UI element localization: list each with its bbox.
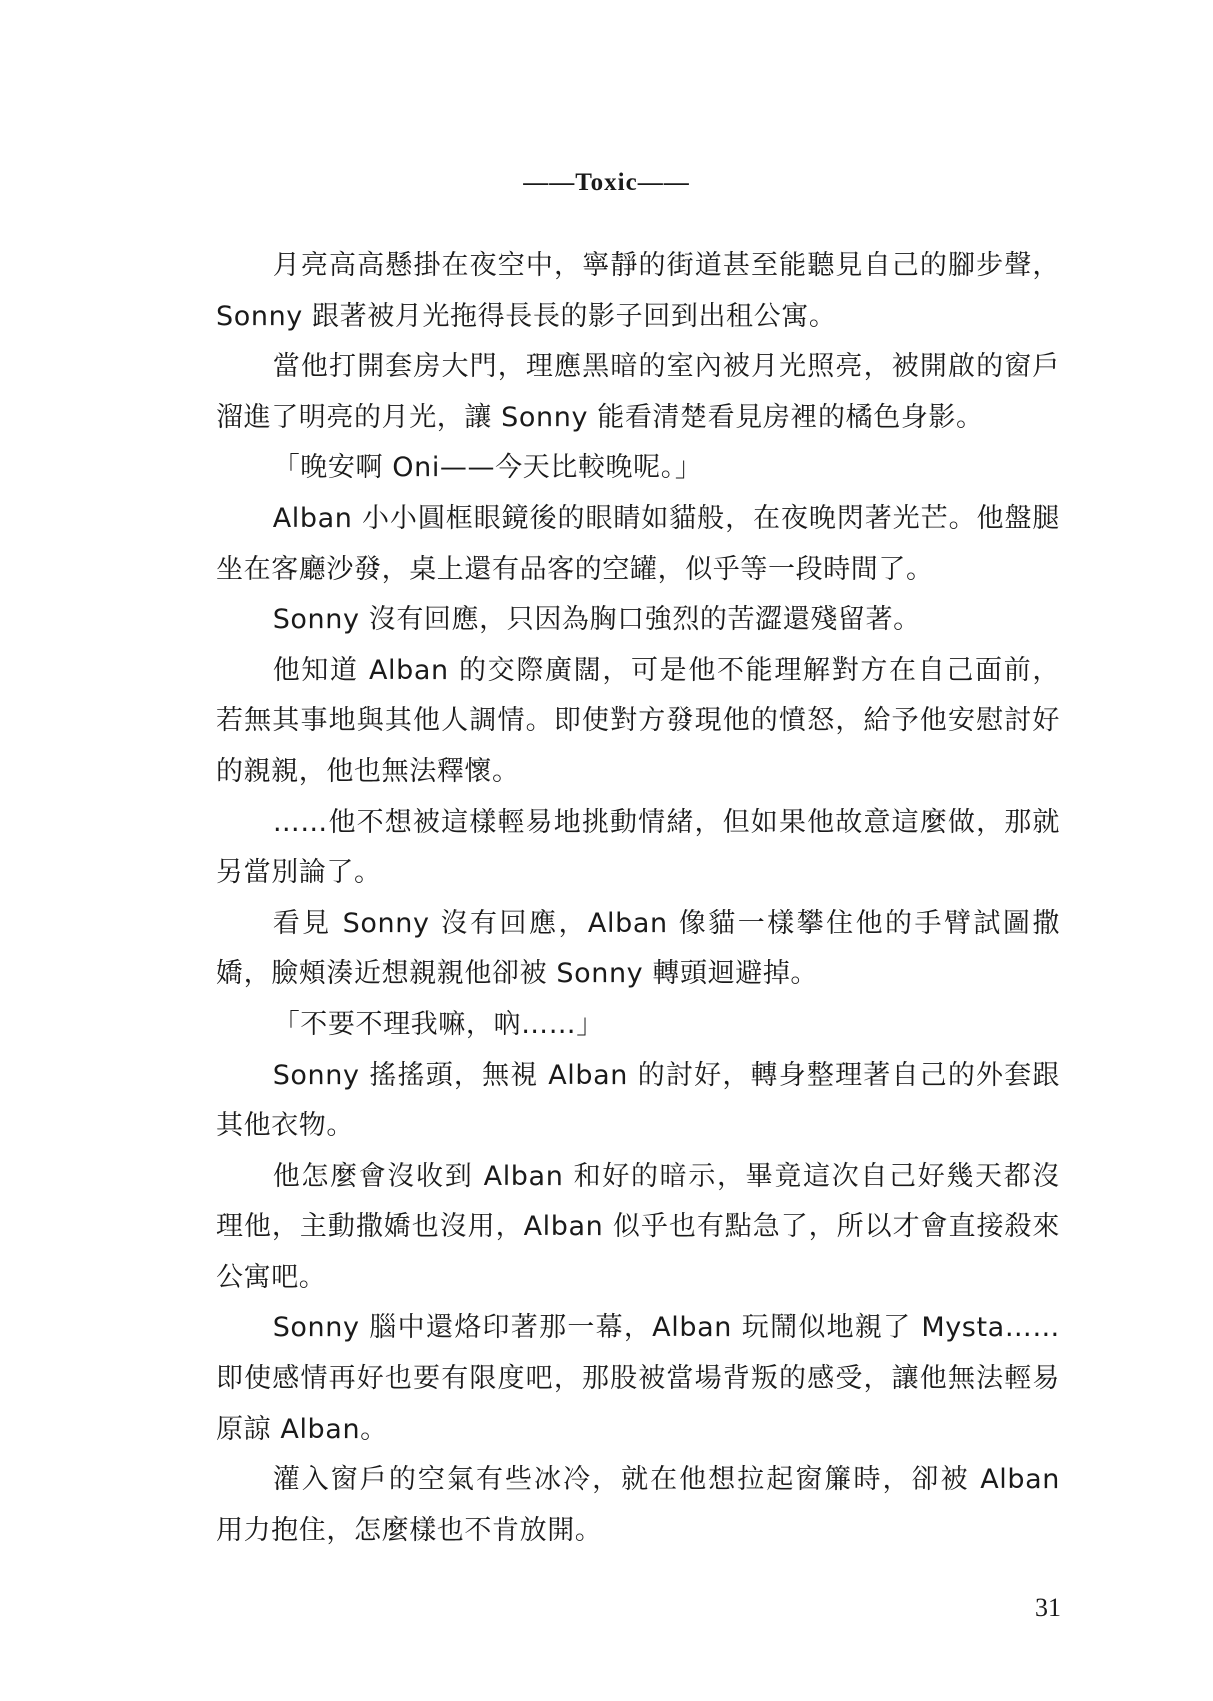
paragraph: 「不要不理我嘛，吶……」	[272, 1008, 604, 1040]
paragraph: 當他打開套房大門，理應黑暗的室內被月光照亮，被開啟的窗戶溜進了明亮的月光，讓 Sonny 能看清楚看見房裡的橘色身影。	[216, 351, 1060, 433]
paragraph: Sonny 沒有回應，只因為胸口強烈的苦澀還殘留著。	[272, 604, 921, 636]
chapter-body	[216, 241, 1060, 1556]
paragraph: 看見 Sonny 沒有回應，Alban 像貓一樣攀住他的手臂試圖撒嬌，臉頰湊近想親親他卻被 Sonny 轉頭迴避掉。	[216, 907, 1060, 990]
paragraph: 灌入窗戶的空氣有些冰冷，就在他想拉起窗簾時，卻被 Alban 用力抱住，怎麼樣也不肯放開。	[216, 1464, 1060, 1546]
paragraph: Alban 小小圓框眼鏡後的眼睛如貓般，在夜晚閃著光芒。他盤腿坐在客廳沙發，桌上還有品客的空罐，似乎等一段時間了。	[216, 502, 1060, 585]
paragraph: 他怎麼會沒收到 Alban 和好的暗示，畢竟這次自己好幾天都沒理他，主動撒嬌也沒用，Alban 似乎也有點急了，所以才會直接殺來公寓吧。	[216, 1160, 1060, 1293]
paragraph: Sonny 搖搖頭，無視 Alban 的討好，轉身整理著自己的外套跟其他衣物。	[216, 1059, 1060, 1142]
paragraph: 他知道 Alban 的交際廣闊，可是他不能理解對方在自己面前，若無其事地與其他人調情。即使對方發現他的憤怒，給予他安慰討好的親親，他也無法釋懷。	[216, 654, 1060, 787]
paragraph: Sonny 腦中還烙印著那一幕，Alban 玩鬧似地親了 Mysta……即使感情再好也要有限度吧，那股被當場背叛的感受，讓他無法輕易原諒 Alban。	[216, 1312, 1060, 1445]
chapter-title: ——Toxic——	[523, 169, 690, 196]
paragraph: ……他不想被這樣輕易地挑動情緒，但如果他故意這麼做，那就另當別論了。	[216, 806, 1060, 889]
paragraph: 月亮高高懸掛在夜空中，寧靜的街道甚至能聽見自己的腳步聲，Sonny 跟著被月光拖得長長的影子回到出租公寓。	[216, 250, 1060, 332]
paragraph: 「晚安啊 Oni——今天比較晚呢。」	[272, 452, 703, 484]
page-number: 31	[1035, 1593, 1061, 1622]
